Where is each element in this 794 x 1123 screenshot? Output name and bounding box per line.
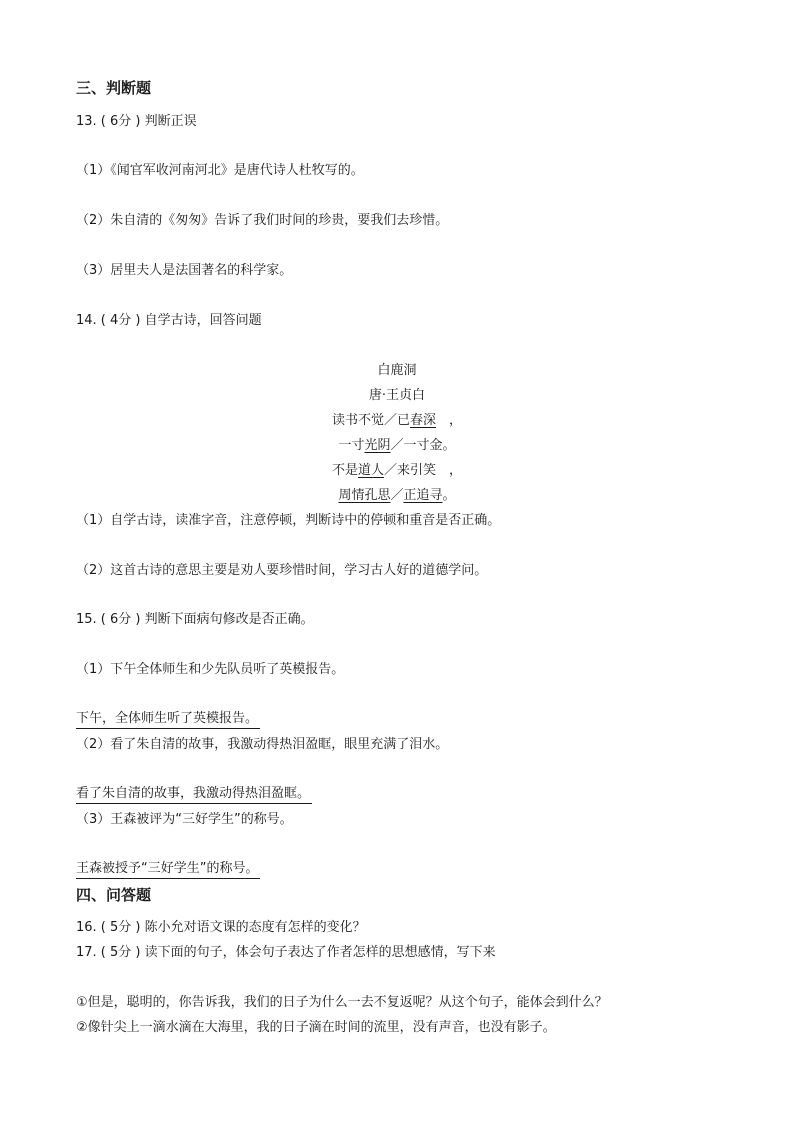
section-title-judgment: 三、判断题 [76, 79, 152, 97]
question-17-item-1: ①但是，聪明的，你告诉我，我们的日子为什么一去不复返呢？从这个句子，能体会到什么？ [76, 995, 608, 1010]
question-14-item-2: （2）这首古诗的意思主要是劝人要珍惜时间，学习古人好的道德学问。 [76, 563, 488, 578]
question-15-header: 15. ( 6分 ) 判断下面病句修改是否正确。 [76, 612, 314, 627]
poem-title: 白鹿洞 [377, 363, 417, 378]
poem-author: 唐·王贞白 [368, 388, 426, 403]
question-14-item-1: （1）自学古诗，读准字音，注意停顿，判断诗中的停顿和重音是否正确。 [76, 513, 501, 528]
poem-line-4: 周情孔思／正追寻。 [338, 488, 456, 503]
question-14-header: 14. ( 4分 ) 自学古诗，回答问题 [76, 313, 262, 328]
question-13-item-1: （1）《闻官军收河南河北》是唐代诗人杜牧写的。 [76, 163, 364, 178]
question-13-header: 13. ( 6分 ) 判断正误 [76, 114, 197, 129]
question-15-item-3: （3）王森被评为“三好学生”的称号。 [76, 812, 293, 827]
question-17-header: 17. ( 5分 ) 读下面的句子，体会句子表达了作者怎样的思想感情，写下来 [76, 945, 496, 960]
question-13-item-3: （3）居里夫人是法国著名的科学家。 [76, 263, 293, 278]
section-title-qa: 四、问答题 [76, 886, 152, 904]
question-15-answer-3: 王森被授予“三好学生”的称号。 [76, 860, 260, 879]
poem-line-2: 一寸光阴／一寸金。 [338, 438, 456, 453]
question-15-answer-1: 下午，全体师生听了英模报告。 [76, 710, 260, 729]
poem-line-3: 不是道人／来引笑 ， [331, 463, 463, 478]
question-16-header: 16. ( 5分 ) 陈小允对语文课的态度有怎样的变化？ [76, 920, 366, 935]
question-15-item-2: （2）看了朱自清的故事，我激动得热泪盈眶，眼里充满了泪水。 [76, 737, 449, 752]
question-13-item-2: （2）朱自清的《匆匆》告诉了我们时间的珍贵，要我们去珍惜。 [76, 213, 449, 228]
question-15-answer-2: 看了朱自清的故事，我激动得热泪盈眶。 [76, 785, 312, 804]
question-15-item-1: （1）下午全体师生和少先队员听了英模报告。 [76, 662, 345, 677]
question-17-item-2: ②像针尖上一滴水滴在大海里，我的日子滴在时间的流里，没有声音，也没有影子。 [76, 1020, 556, 1035]
poem-line-1: 读书不觉／已春深 ， [331, 413, 463, 428]
